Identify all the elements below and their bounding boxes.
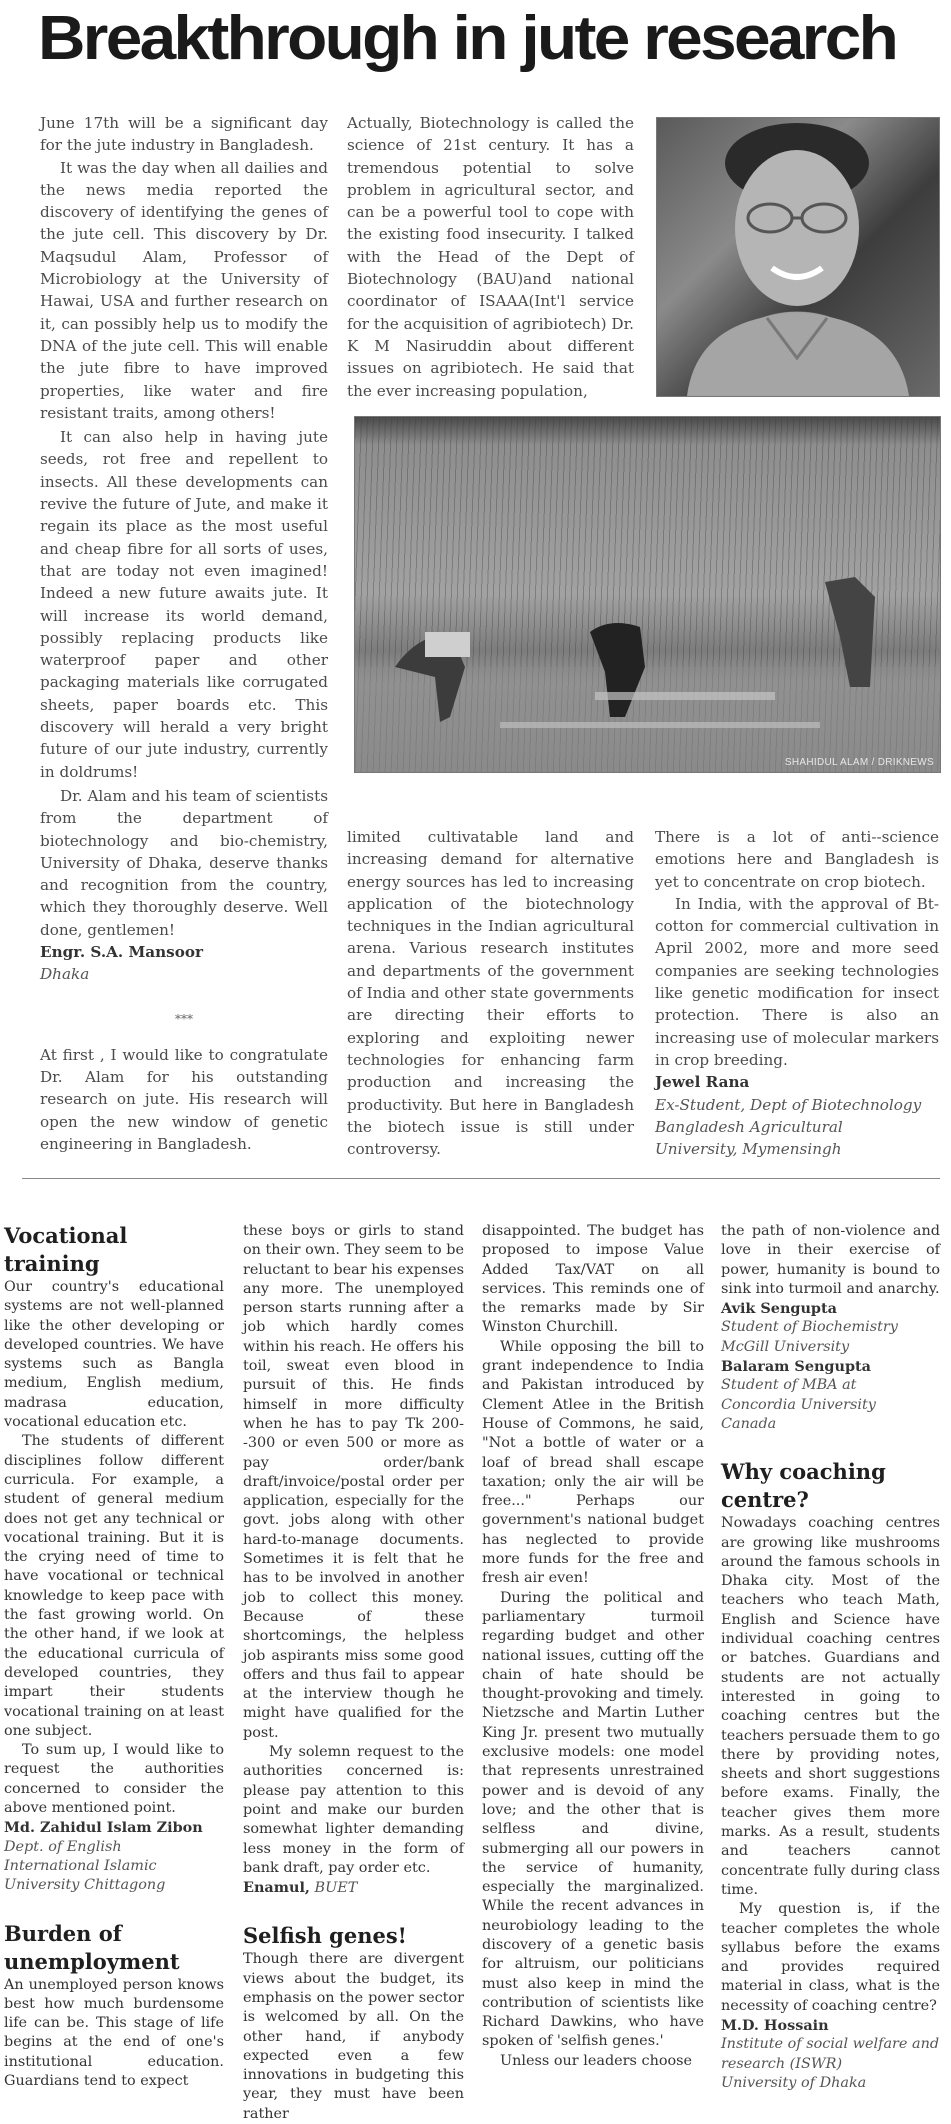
letters-column-2 [243,1222,464,2124]
letter-title: Vocational training [4,1223,128,1276]
photo-credit: SHAHIDUL ALAM / DRIKNEWS [784,757,934,768]
jute-field-photo [354,416,941,773]
section-separator: *** [175,1011,193,1026]
author-line [243,1878,464,1898]
author-name: M.D. Hossain [721,2016,829,2034]
paragraph: these boys or girls to stand on their own. They seem to be reluctant to bear his expenses any more. The unemployed person starts running after a job which hardly comes within his reach. He offers his toil, sweat even blood in pursuit of this. He finds himself in more difficulty when he has to pay Tk 200--300 or even 500 or more as pay order/bank draft/invoice/postal order per application, especially for the govt. jobs along with other hard-to-manage documents. Sometimes it is felt that he has to be involved in another job to collect this money. Because of these shortcomings, the helpless job aspirants miss some good offers and thus fail to appear at the interview though he might have qualified for the post. [243,1223,465,1741]
letter-title: Burden of [4,1920,122,1946]
letters-column-4 [721,1222,940,2093]
author-affiliation: University of Dhaka [721,2074,867,2091]
article-column-2-top [347,112,634,402]
letters-column-3 [482,1222,704,2071]
author-name: Balaram Sengupta [721,1358,871,1376]
author-affiliation: research (ISWR) [721,2055,843,2072]
author-name: Engr. S.A. Mansoor [40,942,203,961]
letter-title: unemployment [4,1948,180,1974]
author-affiliation: University Chittagong [4,1877,166,1894]
paragraph: the path of non-violence and love in their exercise of power, humanity is bound to sink into turmoil and anarchy. [721,1223,940,1297]
page-headline: Breakthrough in jute research [38,4,897,73]
paragraph: Dr. Alam and his team of scientists from the department of biotechnology and bio-chemistry, University of Dhaka, deserve thanks and recognition from the country, which they thoroughly deserve. Well done, gentlemen! [40,786,328,939]
author-name: Enamul, [243,1879,310,1897]
letter-title: centre? [721,1487,809,1513]
paragraph: It can also help in having jute seeds, rot free and repellent to insects. All these developments can revive the future of Jute, and make it regain its place as the most useful and cheap fibre for all sorts of uses, that are today not even imagined! Indeed a new future awaits jute. It will increase its world demand, possibly replacing products like waterproof paper and other packaging materials like corrugated sheets, paper boards etc. This discovery will herald a very bright future of our jute industry, currently in doldrums! [40,428,328,781]
paragraph: limited cultivatable land and increasing demand for alternative energy sources has led to increasing application of the biotechnology techniques in the Indian agricultural arena. Various research institutes and departments of the government of India and other state governments are directing their efforts to exploring and exploiting newer technologies for enhancing farm production and increasing the productivity. But here in Bangladesh the biotech issue is still under controversy. [347,828,634,1159]
paragraph: An unemployed person knows best how much burdensome life can be. This stage of life begins at the end of one's institutional education. Guardians tend to expect [4,1976,224,2089]
author-name: Jewel Rana [655,1073,750,1092]
author-affiliation: Ex-Student, Dept of Biotechnology [655,1095,922,1114]
author-name: Avik Sengupta [721,1300,837,1318]
author-affiliation: BUET [314,1880,358,1897]
paragraph: June 17th will be a significant day for the jute industry in Bangladesh. [40,114,328,155]
author-affiliation: Student of MBA at [721,1377,857,1394]
paragraph: There is a lot of anti--science emotions here and Bangladesh is yet to concentrate on crop biotech. [655,828,939,891]
paragraph: Our country's educational systems are not well-planned like the other developing or developed countries. We have systems such as Bangla medium, English medium, madrasa education, vocational education etc. [4,1279,224,1431]
author-location: Dhaka [40,965,90,984]
article-column-2-bottom [347,826,634,1160]
paragraph: Actually, Biotechnology is called the science of 21st century. It has a tremendous potential to solve problem in agricultural sector, and can be a powerful tool to cope with the existing food insecurity. I talked with the Head of the Dept of Biotechnology (BAU)and national coordinator of ISAAA(Int'l service for the acquisition of agribiotech) Dr. K M Nasiruddin about different issues on agribiotech. He said that the ever increasing population, [347,114,634,400]
letters-column-1 [4,1222,224,2091]
article-column-1 [40,112,328,1155]
author-affiliation: Canada [721,1415,777,1432]
paragraph: Unless our leaders choose [500,2052,693,2069]
author-affiliation: Concordia University [721,1396,876,1413]
paragraph: My question is, if the teacher completes the whole syllabus before the exams and provides required material in class, what is the necessity of coaching centre? [721,1901,940,2014]
paragraph: While opposing the bill to grant independence to India and Pakistan introduced by Clement Atlee in the British House of Commons, he said, "Not a bottle of water or a loaf of bread shall escape taxation; only the air will be free..." Perhaps our government's national budget has neglected to provide more funds for the free and fresh air even! [482,1338,704,1587]
paragraph: In India, with the approval of Bt-cotton for commercial cultivation in April 2002, more and more seed companies are seeking technologies like genetic modification for insect protection. There is also an increasing use of molecular markers in crop breeding. [655,894,939,1069]
paragraph: It was the day when all dailies and the news media reported the discovery of identifying the genes of the jute cell. This discovery by Dr. Maqsudul Alam, Professor of Microbiology at the University of Hawai, USA and further research on it, can possibly help us to modify the DNA of the jute cell. This will enable the jute fibre to have improved properties, like water and fire resistant traits, among others! [40,158,328,422]
paragraph: At first , I would like to congratulate Dr. Alam for his outstanding research on jute. His research will open the new window of genetic engineering in Bangladesh. [40,1045,328,1154]
paragraph: Though there are divergent views about the budget, its emphasis on the power sector is welcomed by all. On the other hand, if anybody expected even a few innovations in budgeting this year, they must have been rather [243,1951,464,2122]
author-affiliation: University, Mymensingh [655,1140,842,1159]
field-image-icon [355,417,940,772]
letter-title: Selfish genes! [243,1923,407,1949]
paragraph: Nowadays coaching centres are growing like mushrooms around the famous schools in Dhaka city. Most of the teachers who teach Math, English and Science have individual coaching centres or batches. Guardians and students are not actually interested in going to coaching centres but the teachers persuade them to go there by providing notes, sheets and short suggestions before exams. Finally, the teacher gives them more marks. As a result, students and teachers cannot concentrate fully during class time. [721,1515,940,1898]
author-affiliation: Student of Biochemistry [721,1319,898,1336]
author-affiliation: McGill University [721,1338,850,1355]
letter-title: Why coaching [721,1459,886,1485]
portrait-image-icon [657,118,939,396]
paragraph: To sum up, I would like to request the authorities concerned to consider the above mentioned point. [4,1742,224,1817]
author-name: Md. Zahidul Islam Zibon [4,1819,203,1837]
paragraph: During the political and parliamentary turmoil regarding budget and other national issues, cutting off the chain of hate should be thought-provoking and timely. Nietzsche and Martin Luther King Jr. present two mutually exclusive models: one model that represents unrestrained power and is devoid of any love; and the other that is selfless and divine, submerging all our powers in the service of humanity, especially the marginalized. While the recent advances in neurobiology leading to the discovery of a genetic basis for altruism, our politicians must also keep in mind the contribution of scientists like Richard Dawkins, who have spoken of 'selfish genes.' [482,1589,704,2050]
author-affiliation: Bangladesh Agricultural [655,1117,843,1136]
author-affiliation: International Islamic [4,1857,157,1874]
paragraph: The students of different disciplines follow different curricula. For example, a student of general medium does not get any technical or vocational training. But it is the crying need of time to have vocational or technical knowledge to keep pace with the fast growing world. On the other hand, if we look at the educational curricula of developed countries, they impart their students vocational training on at least one subject. [4,1433,224,1739]
article-column-3 [655,826,939,1160]
portrait-photo [656,117,940,397]
paragraph: disappointed. The budget has proposed to impose Value Added Tax/VAT on all services. This reminds one of the remarks made by Sir Winston Churchill. [482,1223,704,1336]
section-divider [22,1178,940,1179]
author-affiliation: Institute of social welfare and [721,2036,940,2053]
paragraph: My solemn request to the authorities concerned is: please pay attention to this point and make our burden somewhat lighter demanding less money in the form of bank draft, pay order etc. [243,1744,464,1876]
author-affiliation: Dept. of English [4,1838,122,1855]
